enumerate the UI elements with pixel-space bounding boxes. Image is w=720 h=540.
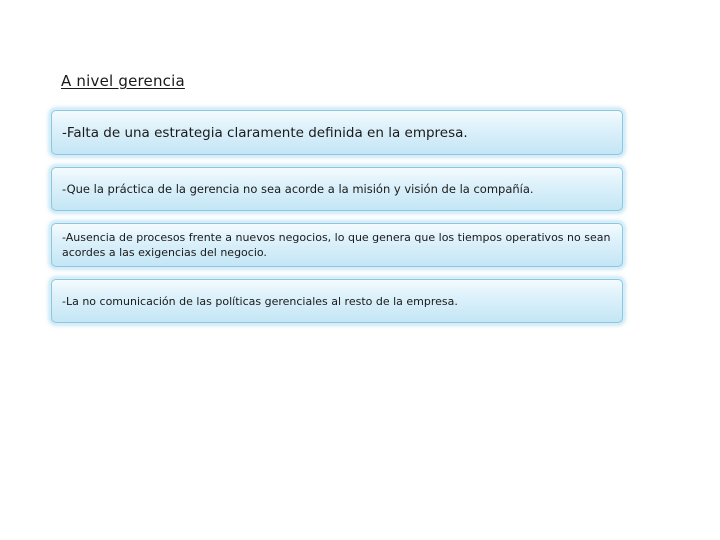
issue-box-processes (51, 223, 623, 267)
issue-text: -Ausencia de procesos frente a nuevos negocios, lo que genera que los tiempos operativos no sean acordes a las exigencias del negocio. (62, 231, 611, 259)
slide-title: A nivel gerencia (61, 72, 185, 90)
issue-text: -Que la práctica de la gerencia no sea acorde a la misión y visión de la compañía. (62, 182, 534, 196)
issue-box-communication (51, 279, 623, 323)
issue-text: -La no comunicación de las políticas gerenciales al resto de la empresa. (62, 294, 458, 308)
issue-box-strategy (51, 110, 623, 155)
issue-text: -Falta de una estrategia claramente definida en la empresa. (62, 124, 468, 141)
issue-box-management-practice (51, 167, 623, 211)
issue-list (51, 110, 623, 335)
